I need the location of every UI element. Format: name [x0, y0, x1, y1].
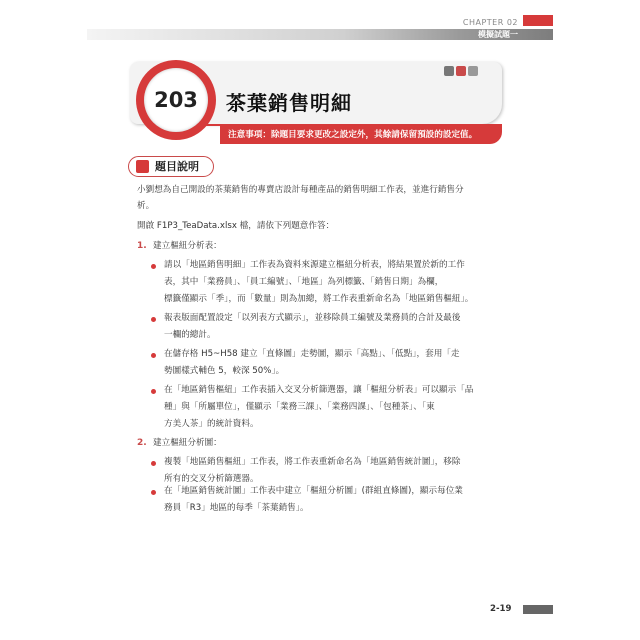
bullet-line: 複製「地區銷售樞紐」工作表，將工作表重新命名為「地區銷售統計圖」，移除	[164, 457, 461, 467]
document-icon	[136, 160, 149, 173]
bullet-line: 務員「R3」地區的每季「茶葉銷售」。	[164, 503, 309, 513]
bullet-dot	[151, 264, 156, 269]
bullet-line: 一欄的總計。	[164, 330, 216, 340]
section-title: 題目說明	[155, 160, 199, 173]
bullet-line: 方美人茶」的統計資料。	[164, 419, 259, 429]
intro-line: 小劉想為自己開設的茶葉銷售的專賣店設計每種產品的銷售明細工作表，並進行銷售分	[137, 185, 464, 195]
bullet-line: 在「地區銷售樞紐」工作表插入交叉分析篩選器，讓「樞紐分析表」可以顯示「品	[164, 385, 474, 395]
bullet-line: 在「地區銷售統計圖」工作表中建立「樞紐分析圖」(群組直條圖)，顯示每位業	[164, 486, 463, 496]
section-label: 模擬試題一	[478, 30, 518, 39]
file-icon	[444, 66, 454, 76]
item-title: 建立樞紐分析圖：	[153, 438, 222, 448]
intro-line: 析。	[137, 201, 155, 211]
bullet-dot	[151, 353, 156, 358]
plus-icon	[456, 66, 466, 76]
chapter-label: CHAPTER 02	[462, 18, 518, 27]
bullet-line: 所有的交叉分析篩選器。	[164, 474, 259, 484]
bullet-dot	[151, 490, 156, 495]
task-number: 203	[154, 88, 198, 112]
task-title: 茶葉銷售明細	[226, 91, 352, 115]
item-title: 建立樞紐分析表：	[153, 241, 222, 251]
page-number: 2-19	[490, 604, 512, 614]
bullet-line: 種」與「所屬單位」，僅顯示「業務三課」、「業務四課」、「包種茶」、「東	[164, 402, 435, 412]
bullet-line: 請以「地區銷售明細」工作表為資料來源建立樞紐分析表，將結果置於新的工作	[164, 260, 465, 270]
bullet-line: 在儲存格 H5~H58 建立「直條圖」走勢圖，顯示「高點」、「低點」，套用「走	[164, 349, 460, 359]
notice-bar: 注意事項：除題目要求更改之設定外，其餘請保留預設的設定值。	[220, 126, 502, 144]
bullet-line: 勢圖樣式輔色 5，較深 50%」。	[164, 366, 285, 376]
bullet-dot	[151, 389, 156, 394]
grid-icon	[468, 66, 478, 76]
item-number: 2.	[137, 438, 147, 448]
footer-bar	[523, 605, 553, 614]
task-icons	[444, 66, 480, 85]
bullet-dot	[151, 317, 156, 322]
bullet-line: 標籤僅顯示「季」，而「數量」則為加總，將工作表重新命名為「地區銷售樞紐」。	[164, 294, 474, 304]
bullet-line: 表，其中「業務員」、「員工編號」、「地區」為列標籤、「銷售日期」為欄，	[164, 277, 444, 287]
bullet-line: 報表版面配置設定「以列表方式顯示」，並移除員工編號及業務員的合計及最後	[164, 313, 461, 323]
bullet-dot	[151, 461, 156, 466]
open-instruction: 開啟 F1P3_TeaData.xlsx 檔，請依下列題意作答：	[137, 221, 335, 231]
header-accent-block	[523, 15, 553, 26]
item-number: 1.	[137, 241, 147, 251]
